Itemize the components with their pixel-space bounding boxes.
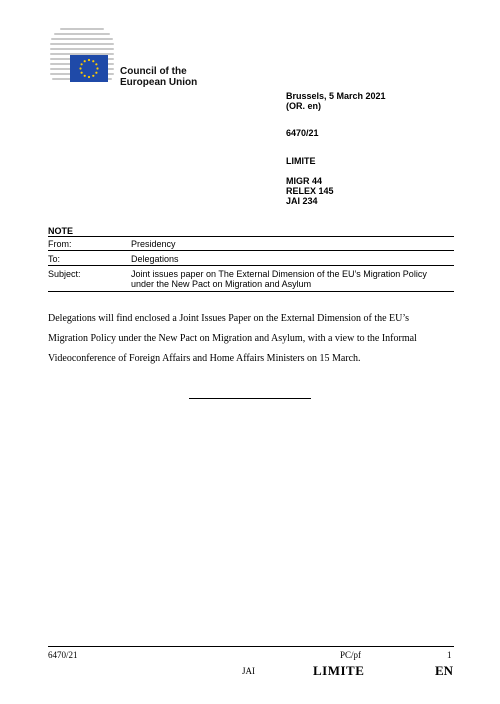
subject-value (131, 269, 427, 289)
body-paragraph (48, 309, 458, 369)
subject-line-1: Joint issues paper on The External Dimension of the EU’s Migration Policy (131, 269, 427, 279)
code-relex: RELEX 145 (286, 186, 334, 196)
organization-line-2: European Union (120, 77, 198, 88)
organization-line-1: Council of the (120, 66, 187, 77)
footer-doc-number: 6470/21 (48, 650, 78, 660)
note-rule-top (48, 236, 454, 237)
from-label: From: (48, 239, 72, 249)
subject-line-2: under the New Pact on Migration and Asylum (131, 279, 312, 289)
document-number: 6470/21 (286, 128, 319, 138)
end-separator (189, 398, 311, 399)
organization-name (120, 66, 197, 88)
footer-classification: LIMITE (313, 663, 365, 678)
from-value: Presidency (131, 239, 176, 249)
note-rule-subject (48, 291, 454, 292)
code-migr: MIGR 44 (286, 176, 323, 186)
code-jai: JAI 234 (286, 196, 318, 206)
body-line-1: Delegations will find enclosed a Joint Issues Paper on the External Dimension of the EU’s (48, 313, 410, 324)
body-line-2: Migration Policy under the New Pact on Migration and Asylum, with a view to the Informal (48, 333, 417, 344)
note-type: NOTE (48, 226, 74, 236)
footer-rule (48, 646, 454, 647)
eu-flag-icon (70, 55, 108, 82)
classification-label: LIMITE (286, 156, 316, 166)
subject-label: Subject: (48, 269, 81, 279)
note-rule-to (48, 265, 454, 266)
to-value: Delegations (131, 254, 179, 264)
place-date: Brussels, 5 March 2021 (286, 91, 386, 101)
to-label: To: (48, 254, 61, 264)
footer-language: EN (435, 663, 454, 678)
footer-initials: PC/pf (340, 650, 362, 660)
footer-directorate: JAI (242, 666, 255, 676)
body-line-3: Videoconference of Foreign Affairs and Home Affairs Ministers on 15 March. (48, 353, 361, 364)
note-rule-from (48, 250, 454, 251)
original-language: (OR. en) (286, 101, 321, 111)
footer-page-number: 1 (447, 650, 452, 660)
